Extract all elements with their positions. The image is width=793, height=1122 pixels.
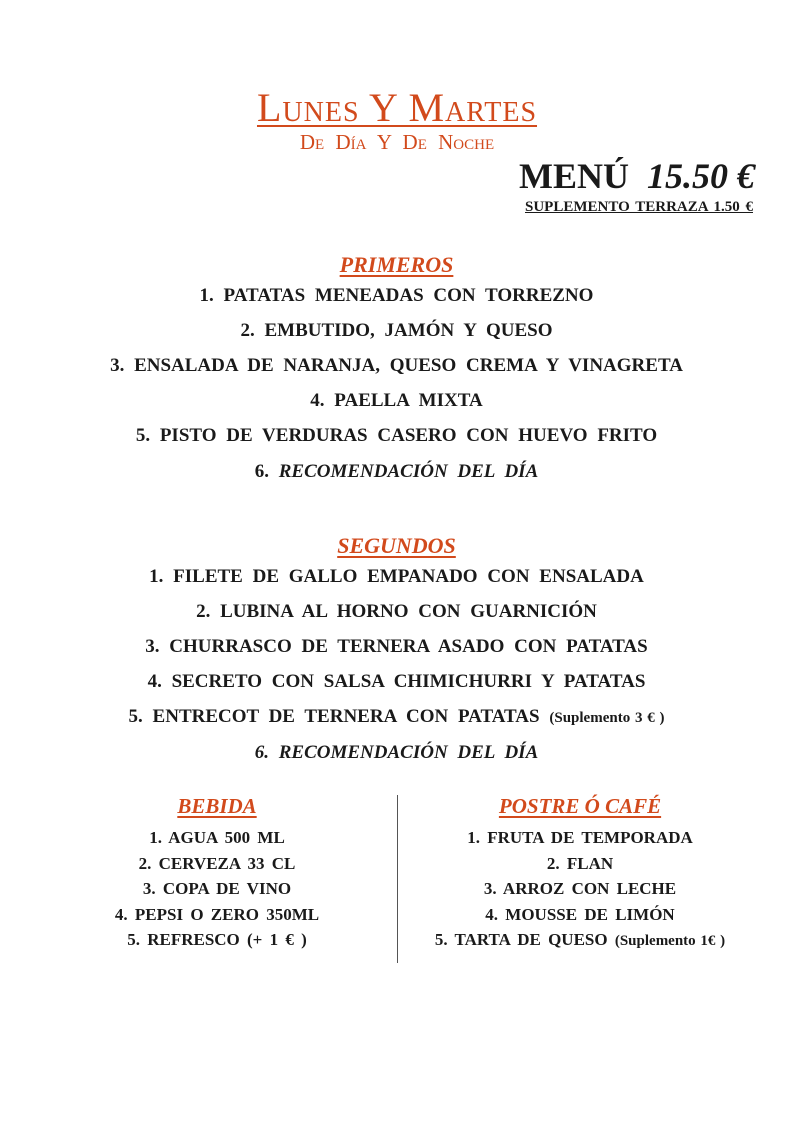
menu-title: Lunes Y Martes <box>256 85 538 130</box>
postre-item: 1. FRUTA DE TEMPORADA <box>467 828 693 847</box>
menu-price: 15.50 € <box>647 156 755 196</box>
primeros-recommendation-number: 6. <box>254 461 269 482</box>
segundos-item: 4. SECRETO CON SALSA CHIMICHURRI Y PATATAS <box>147 671 646 692</box>
primeros-item: 3. ENSALADA DE NARANJA, QUESO CREMA Y VINAGRETA <box>110 355 683 376</box>
postre-item: 3. ARROZ CON LECHE <box>483 879 677 898</box>
bebida-item: 5. REFRESCO (+ 1 € ) <box>127 930 307 949</box>
primeros-item: 5. PISTO DE VERDURAS CASERO CON HUEVO FRITO <box>135 425 658 446</box>
bebida-heading: BEBIDA <box>177 794 257 818</box>
bebida-item: 3. COPA DE VINO <box>142 879 292 898</box>
primeros-recommendation-text: RECOMENDACIÓN DEL DÍA <box>278 461 539 482</box>
postre-item-5 <box>430 927 730 955</box>
column-divider <box>397 795 398 963</box>
menu-price-line <box>519 155 755 197</box>
postre-column <box>430 794 730 955</box>
postre-item: 2. FLAN <box>546 853 614 873</box>
segundos-item: 3. CHURRASCO DE TERNERA ASADO CON PATATAS <box>145 636 648 657</box>
menu-label: MENÚ <box>519 156 629 196</box>
postre-heading: POSTRE Ó CAFÉ <box>498 794 662 818</box>
bebida-item: 1. AGUA 500 ML <box>149 828 285 847</box>
segundos-item: 2. LUBINA AL HORNO CON GUARNICIÓN <box>196 601 597 622</box>
segundos-heading: SEGUNDOS <box>337 533 456 558</box>
primeros-item: 1. PATATAS MENEADAS CON TORREZNO <box>199 285 594 306</box>
primeros-heading: PRIMEROS <box>339 252 454 277</box>
postre-item: 4. MOUSSE DE LIMÓN <box>485 904 675 924</box>
menu-subtitle: De Día Y De Noche <box>299 130 495 154</box>
segundos-item: 1. FILETE DE GALLO EMPANADO CON ENSALADA <box>149 566 644 587</box>
postre-item-5-supplement: (Suplemento 1€ ) <box>614 933 726 949</box>
segundos-item-5-main: 5. ENTRECOT DE TERNERA CON PATATAS <box>128 706 540 727</box>
segundos-item-5-supplement: (Suplemento 3 € ) <box>549 710 665 726</box>
primeros-item-recommendation <box>0 461 793 483</box>
bebida-column <box>67 794 367 953</box>
terrace-supplement: SUPLEMENTO TERRAZA 1.50 € <box>525 199 753 215</box>
primeros-item: 4. PAELLA MIXTA <box>310 390 483 411</box>
bebida-item: 4. PEPSI O ZERO 350ML <box>114 904 320 924</box>
bebida-item: 2. CERVEZA 33 CL <box>138 853 296 873</box>
segundos-item-5 <box>0 706 793 728</box>
segundos-item-recommendation: 6. RECOMENDACIÓN DEL DÍA <box>254 742 539 763</box>
postre-item-5-main: 5. TARTA DE QUESO <box>434 930 608 949</box>
primeros-item: 2. EMBUTIDO, JAMÓN Y QUESO <box>240 320 553 341</box>
